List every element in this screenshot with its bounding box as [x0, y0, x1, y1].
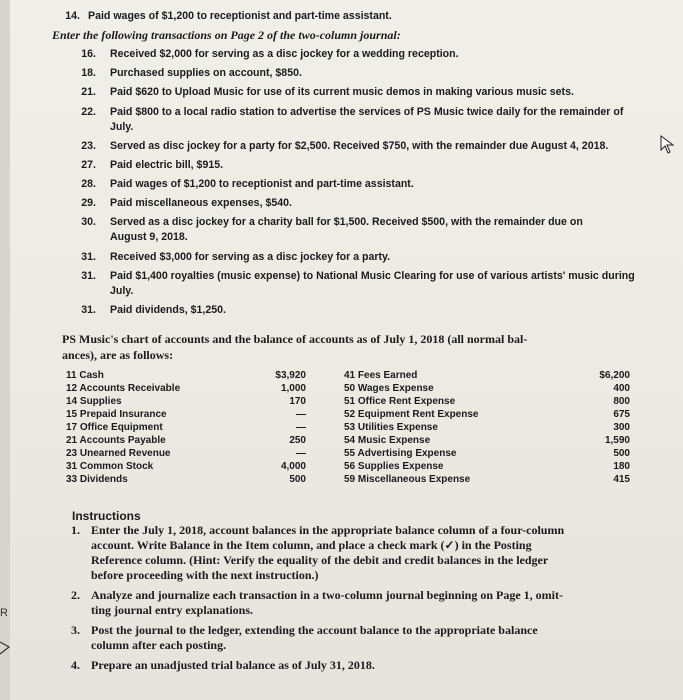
account-balance: 500 — [289, 474, 306, 485]
txn-text-cont: July. — [110, 121, 134, 133]
txn-number: 30. — [81, 216, 96, 228]
instruction-number: 3. — [71, 623, 80, 637]
txn-text: Received $3,000 for serving as a disc jockey for a party. — [110, 251, 391, 263]
instruction-text: Enter the July 1, 2018, account balances in the appropriate balance column of a four-column — [91, 523, 565, 537]
txn-number: 28. — [81, 178, 96, 190]
instruction-text: Analyze and journalize each transaction in a two-column journal beginning on Page 1, omit- — [91, 588, 564, 602]
instruction-text-cont: Reference column. (Hint: Verify the equality of the debit and credit balances in the ledger — [91, 553, 549, 567]
txn-text: Paid $620 to Upload Music for use of its current music demos in making various music sets. — [110, 86, 574, 98]
journal-header: Enter the following transactions on Page 2 of the two-column journal: — [52, 28, 401, 42]
account-name: 56 Supplies Expense — [344, 461, 444, 472]
edge-check-icon — [0, 638, 10, 656]
instruction-number: 2. — [71, 588, 80, 602]
account-balance: 300 — [613, 422, 630, 433]
instruction-text-cont: account. Write Balance in the Item column, and place a check mark (✓) in the Posting — [91, 538, 532, 552]
instruction-text-cont: before proceeding with the next instruction.) — [91, 568, 319, 582]
chart-intro: PS Music's chart of accounts and the balance of accounts as of July 1, 2018 (all normal bal- — [62, 332, 528, 346]
txn-text: Paid dividends, $1,250. — [110, 304, 226, 316]
account-name: 52 Equipment Rent Expense — [344, 409, 479, 420]
instruction-text: Post the journal to the ledger, extending the account balance to the appropriate balance — [91, 623, 538, 637]
account-name: 21 Accounts Payable — [66, 435, 166, 446]
txn-text: Served as a disc jockey for a charity ball for $1,500. Received $500, with the remainder due on — [110, 216, 583, 228]
account-name: 41 Fees Earned — [344, 370, 418, 381]
account-balance: 1,590 — [604, 435, 630, 446]
account-balance: — — [296, 448, 306, 459]
account-name: 15 Prepaid Insurance — [66, 409, 167, 420]
txn-number: 31. — [81, 251, 96, 263]
account-balance: — — [296, 422, 306, 433]
txn-text: Paid $1,400 royalties (music expense) to National Music Clearing for use of various artists' music during — [110, 270, 635, 282]
account-name: 14 Supplies — [66, 396, 122, 407]
account-balance: 170 — [289, 396, 306, 407]
account-name: 33 Dividends — [66, 474, 128, 485]
instruction-text: Prepare an unadjusted trial balance as of July 31, 2018. — [91, 658, 375, 672]
txn-text: Received $2,000 for serving as a disc jockey for a wedding reception. — [110, 48, 459, 60]
txn-text: Paid wages of $1,200 to receptionist and part-time assistant. — [110, 178, 414, 190]
account-balance: 180 — [613, 461, 630, 472]
instructions-title: Instructions — [72, 509, 141, 523]
account-name: 53 Utilities Expense — [344, 422, 438, 433]
instruction-text-cont: ting journal entry explanations. — [91, 603, 254, 617]
account-balance: 400 — [613, 383, 630, 394]
account-balance: 800 — [613, 396, 630, 407]
account-balance: 675 — [613, 409, 630, 420]
account-name: 59 Miscellaneous Expense — [344, 474, 471, 485]
top-line-text: Paid wages of $1,200 to receptionist and part-time assistant. — [88, 10, 392, 22]
account-balance: 250 — [289, 435, 306, 446]
instruction-number: 4. — [71, 658, 80, 672]
txn-number: 23. — [81, 140, 96, 152]
mouse-cursor-icon — [660, 135, 676, 155]
account-balance: 415 — [613, 474, 630, 485]
account-balance: $3,920 — [275, 370, 306, 381]
page-left-edge — [0, 0, 10, 700]
account-name: 31 Common Stock — [66, 461, 154, 472]
account-balance: 4,000 — [280, 461, 306, 472]
account-name: 50 Wages Expense — [344, 383, 434, 394]
txn-text: Paid $800 to a local radio station to advertise the services of PS Music twice daily for the remainder of — [110, 106, 624, 118]
txn-text: Paid electric bill, $915. — [110, 159, 224, 171]
txn-number: 31. — [81, 304, 96, 316]
account-name: 23 Unearned Revenue — [66, 448, 171, 459]
txn-number: 29. — [81, 197, 96, 209]
account-balance: $6,200 — [599, 370, 630, 381]
txn-number: 21. — [81, 86, 96, 98]
txn-number: 27. — [81, 159, 96, 171]
instruction-number: 1. — [71, 523, 80, 537]
instruction-text-cont: column after each posting. — [91, 638, 227, 652]
txn-number: 31. — [81, 270, 96, 282]
edge-letter: R — [0, 607, 8, 619]
account-name: 51 Office Rent Expense — [344, 396, 456, 407]
txn-text: Paid miscellaneous expenses, $540. — [110, 197, 292, 209]
account-balance: — — [296, 409, 306, 420]
txn-number: 18. — [81, 67, 96, 79]
account-name: 17 Office Equipment — [66, 422, 163, 433]
txn-text: Purchased supplies on account, $850. — [110, 67, 302, 79]
txn-number: 22. — [81, 106, 96, 118]
txn-number: 16. — [81, 48, 96, 60]
chart-intro-cont: ances), are as follows: — [62, 348, 174, 362]
account-name: 11 Cash — [66, 370, 104, 381]
txn-text: Served as disc jockey for a party for $2,500. Received $750, with the remainder due August 4, 2018. — [110, 140, 609, 152]
top-line-number: 14. — [65, 10, 80, 22]
account-name: 55 Advertising Expense — [344, 448, 457, 459]
txn-text-cont: August 9, 2018. — [110, 231, 188, 243]
account-balance: 500 — [613, 448, 630, 459]
account-name: 54 Music Expense — [344, 435, 431, 446]
account-balance: 1,000 — [280, 383, 306, 394]
txn-text-cont: July. — [110, 285, 134, 297]
account-name: 12 Accounts Receivable — [66, 383, 181, 394]
